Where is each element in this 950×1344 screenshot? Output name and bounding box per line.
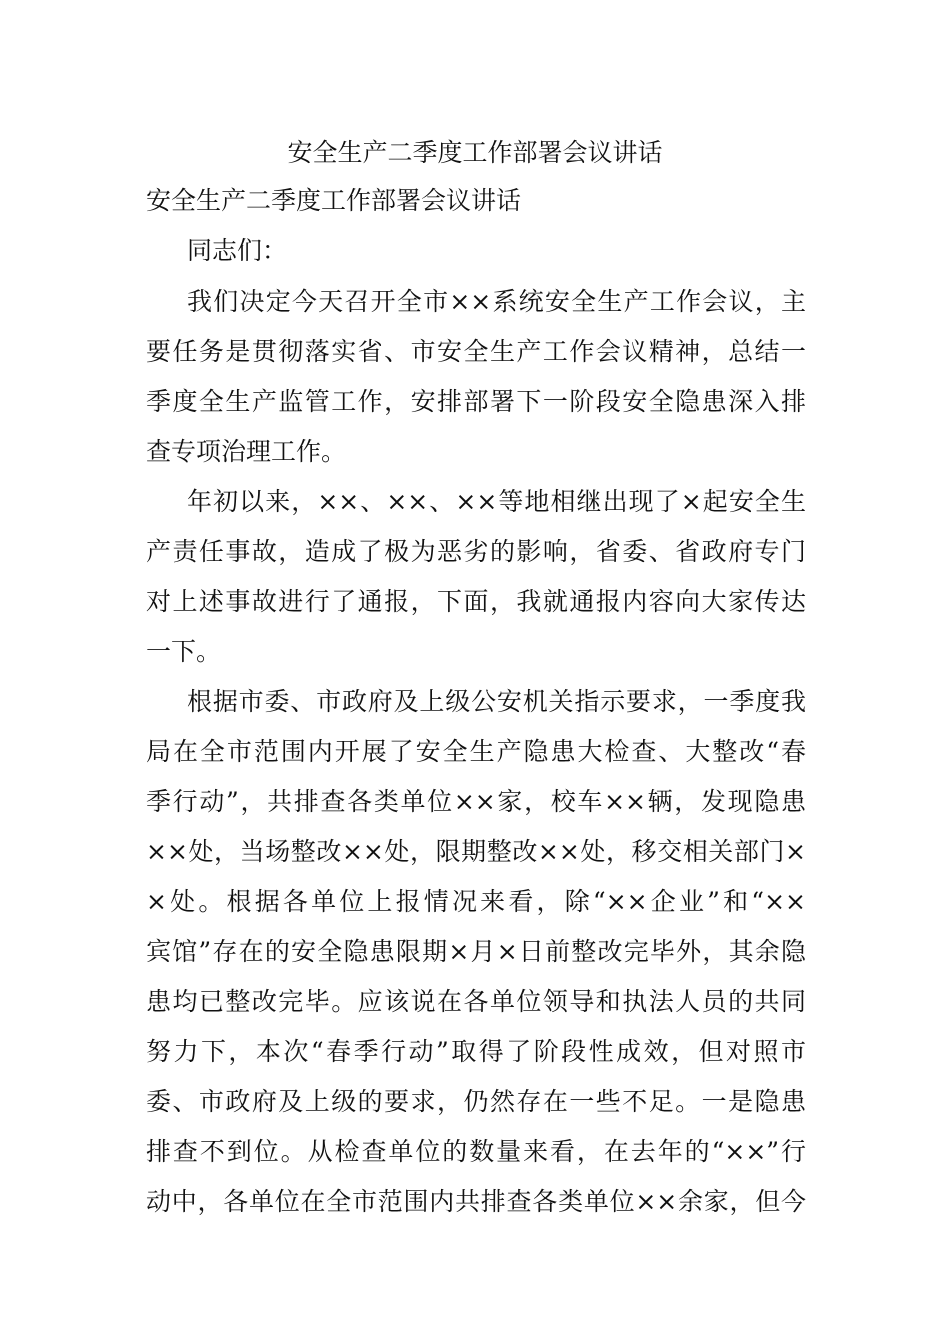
paragraph-line: 季度全生产监管工作，安排部署下一阶段安全隐患深入排 [146,387,806,416]
paragraph-line: ××处，当场整改××处，限期整改××处，移交相关部门× [146,837,806,866]
paragraph-line: 年初以来，××、××、××等地相继出现了×起安全生 [187,487,806,516]
paragraph-2 [146,484,806,684]
paragraph-1 [146,284,806,484]
document-title: 安全生产二季度工作部署会议讲话 [287,138,663,167]
paragraph-line: 我们决定今天召开全市××系统安全生产工作会议，主 [187,287,806,316]
paragraph-line: 排查不到位。从检查单位的数量来看，在去年的“××”行 [146,1137,806,1166]
paragraph-line: 季行动”，共排查各类单位××家，校车××辆，发现隐患 [146,787,806,816]
document-subtitle: 安全生产二季度工作部署会议讲话 [146,186,522,215]
paragraph-line: 要任务是贯彻落实省、市安全生产工作会议精神，总结一 [146,337,806,366]
paragraph-line: 一下。 [146,637,222,666]
paragraph-line: 动中，各单位在全市范围内共排查各类单位××余家，但今 [146,1187,806,1216]
paragraph-line: 根据市委、市政府及上级公安机关指示要求，一季度我 [187,687,806,716]
paragraph-line: 努力下，本次“春季行动”取得了阶段性成效，但对照市 [146,1037,806,1066]
greeting: 同志们： [187,236,288,265]
paragraph-line: 委、市政府及上级的要求，仍然存在一些不足。一是隐患 [146,1087,806,1116]
paragraph-3 [146,684,806,1234]
paragraph-line: 局在全市范围内开展了安全生产隐患大检查、大整改“春 [146,737,806,766]
paragraph-line: 宾馆”存在的安全隐患限期×月×日前整改完毕外，其余隐 [146,937,806,966]
paragraph-line: 产责任事故，造成了极为恶劣的影响，省委、省政府专门 [146,537,806,566]
paragraph-line: 对上述事故进行了通报，下面，我就通报内容向大家传达 [146,587,806,616]
paragraph-line: 查专项治理工作。 [146,437,347,466]
paragraph-line: ×处。根据各单位上报情况来看，除“××企业”和“×× [146,887,806,916]
paragraph-line: 患均已整改完毕。应该说在各单位领导和执法人员的共同 [146,987,806,1016]
